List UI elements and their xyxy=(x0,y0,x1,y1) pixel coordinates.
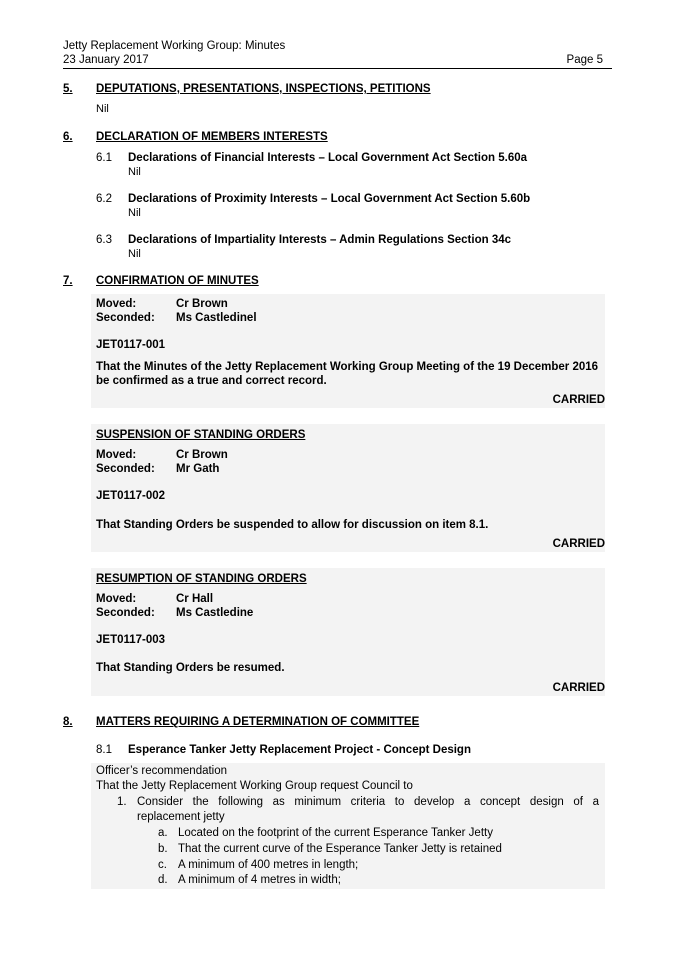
section-5-title: DEPUTATIONS, PRESENTATIONS, INSPECTIONS, PETITIONS xyxy=(96,83,431,95)
item-6-3-title: Declarations of Impartiality Interests – Admin Regulations Section 34c xyxy=(128,234,512,246)
section-8-title: MATTERS REQUIRING A DETERMINATION OF COMMITTEE xyxy=(96,716,420,728)
section-7-title: CONFIRMATION OF MINUTES xyxy=(96,275,259,287)
suspension-box xyxy=(91,424,605,552)
moved-value: Cr Brown xyxy=(176,449,228,461)
item-6-2-number: 6.2 xyxy=(96,193,112,205)
recommendation-label: Officer’s recommendation xyxy=(96,765,228,777)
resolution-text: That Standing Orders be suspended to allow for discussion on item 8.1. xyxy=(96,519,489,531)
seconded-label: Seconded: xyxy=(96,607,155,619)
seconded-label: Seconded: xyxy=(96,312,155,324)
resolution-ref: JET0117-003 xyxy=(96,634,166,646)
criteria-letter: b. xyxy=(158,843,168,855)
seconded-value: Mr Gath xyxy=(176,463,220,475)
criteria-letter: a. xyxy=(158,827,168,839)
list-item-text: Consider the following as minimum criteria to develop a concept design of a xyxy=(137,796,599,808)
resolution-text: That Standing Orders be resumed. xyxy=(96,662,285,674)
seconded-value: Ms Castledine xyxy=(176,607,254,619)
moved-value: Cr Hall xyxy=(176,593,214,605)
document-date: 23 January 2017 xyxy=(63,54,149,66)
resolution-7-box xyxy=(91,294,605,408)
list-item-number: 1. xyxy=(117,796,127,808)
item-6-1-number: 6.1 xyxy=(96,152,112,164)
criteria-text: A minimum of 400 metres in length; xyxy=(178,859,359,871)
criteria-text: A minimum of 4 metres in width; xyxy=(178,874,341,886)
resolution-result: CARRIED xyxy=(552,394,605,406)
item-6-3-body: Nil xyxy=(128,248,141,260)
resolution-ref: JET0117-002 xyxy=(96,490,166,502)
item-8-1-title: Esperance Tanker Jetty Replacement Project - Concept Design xyxy=(128,744,471,756)
section-6-number: 6. xyxy=(63,131,73,143)
list-item-text-continued: replacement jetty xyxy=(137,811,225,823)
criteria-letter: c. xyxy=(158,859,167,871)
seconded-value: Ms Castledinel xyxy=(176,312,257,324)
moved-label: Moved: xyxy=(96,593,137,605)
resumption-box xyxy=(91,568,605,696)
item-6-1-title: Declarations of Financial Interests – Local Government Act Section 5.60a xyxy=(128,152,528,164)
criteria-text: That the current curve of the Esperance Tanker Jetty is retained xyxy=(178,843,502,855)
section-6-title: DECLARATION OF MEMBERS INTERESTS xyxy=(96,131,328,143)
resolution-result: CARRIED xyxy=(552,538,605,550)
resumption-title: RESUMPTION OF STANDING ORDERS xyxy=(96,573,307,585)
item-6-3-number: 6.3 xyxy=(96,234,112,246)
recommendation-intro: That the Jetty Replacement Working Group request Council to xyxy=(96,780,413,792)
suspension-title: SUSPENSION OF STANDING ORDERS xyxy=(96,429,306,441)
item-6-2-title: Declarations of Proximity Interests – Local Government Act Section 5.60b xyxy=(128,193,531,205)
moved-label: Moved: xyxy=(96,449,137,461)
resolution-result: CARRIED xyxy=(552,682,605,694)
header-rule xyxy=(63,68,612,69)
document-title: Jetty Replacement Working Group: Minutes xyxy=(63,40,286,52)
resolution-ref: JET0117-001 xyxy=(96,339,166,351)
resolution-text: That the Minutes of the Jetty Replacement Working Group Meeting of the 19 December 2016 be confirmed as a true and correct record. xyxy=(96,361,599,387)
moved-label: Moved: xyxy=(96,298,137,310)
section-7-number: 7. xyxy=(63,275,73,287)
criteria-letter: d. xyxy=(158,874,168,886)
item-6-1-body: Nil xyxy=(128,166,141,178)
section-8-number: 8. xyxy=(63,716,73,728)
section-5-body: Nil xyxy=(96,103,109,115)
page-number: Page 5 xyxy=(566,54,603,66)
section-5-number: 5. xyxy=(63,83,73,95)
seconded-label: Seconded: xyxy=(96,463,155,475)
item-8-1-number: 8.1 xyxy=(96,744,112,756)
moved-value: Cr Brown xyxy=(176,298,228,310)
criteria-text: Located on the footprint of the current Esperance Tanker Jetty xyxy=(178,827,493,839)
item-6-2-body: Nil xyxy=(128,207,141,219)
